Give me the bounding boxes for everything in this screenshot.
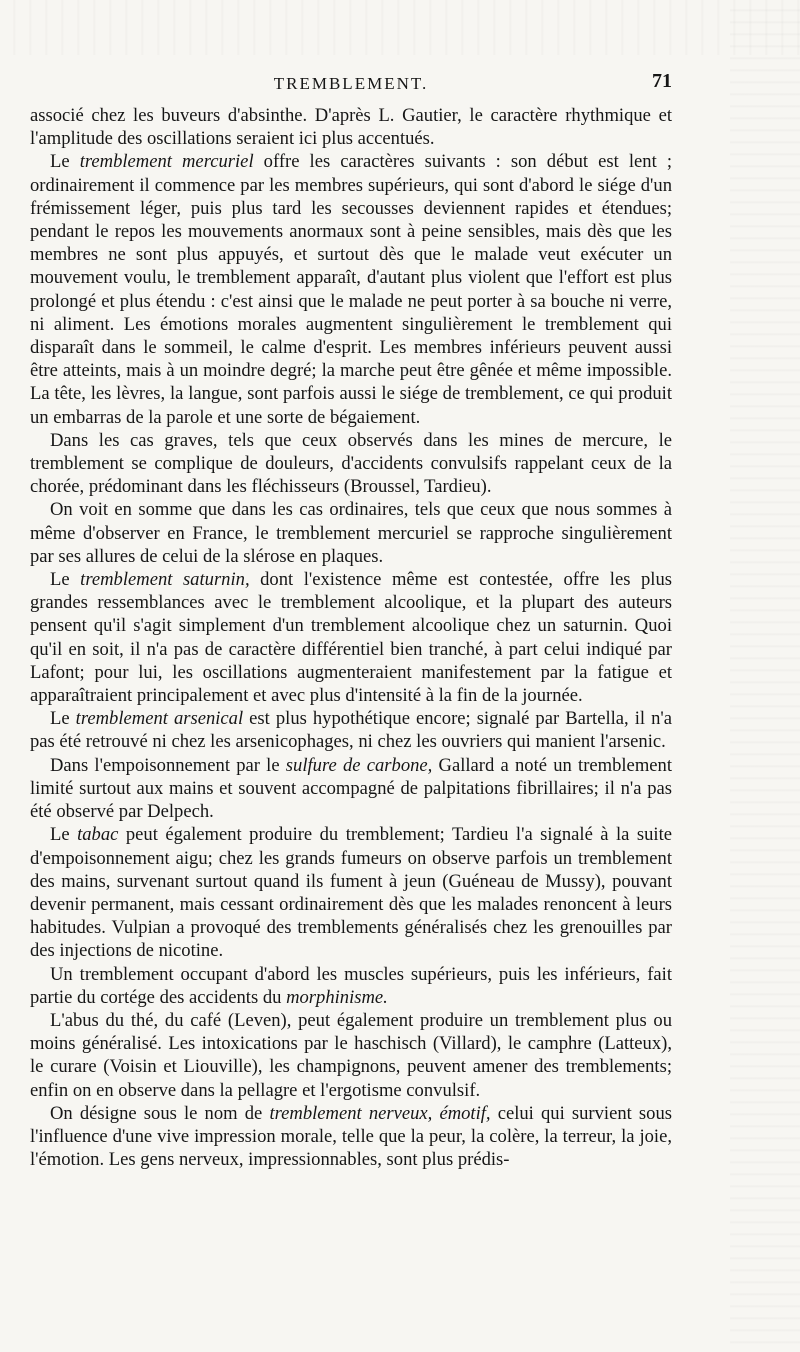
paragraph: On voit en somme que dans les cas ordinaires, tels que ceux que nous sommes à même d'observer en France, le tremblement mercuriel se rapproche singulièrement par ses allures de celui de la slérose en plaques.	[30, 499, 672, 567]
scan-top-noise	[0, 0, 800, 55]
italic-term: tabac	[77, 824, 119, 846]
page-number: 71	[652, 70, 672, 92]
italic-term: sulfure de carbone,	[285, 754, 433, 776]
paragraph: Dans les cas graves, tels que ceux observés dans les mines de mercure, le tremblement se complique de douleurs, d'accidents convulsifs rappelant ceux de la chorée, prédominant dans les fléchisseurs (Broussel, Tardieu).	[30, 429, 672, 498]
paragraph: Le tremblement mercuriel offre les caractères suivants : son début est lent ; ordinairement il commence par les membres supérieurs, qui sont d'abord le siége d'un frémissement léger, puis plus tard les secousses deviennent rapides et étendues; pendant le repos les mouvements anormaux sont à peine sensibles, mais dès que les membres ne sont plus appuyés, et surtout dès que le malade veut exécuter un mouvement voulu, le tremblement apparaît, d'autant plus violent que l'effort est plus prolongé et plus étendu : c'est ainsi que le malade ne peut porter à sa bouche ni verre, ni aliment. Les émotions morales augmentent singulièrement le tremblement qui disparaît dans le sommeil, le calme d'esprit. Les membres inférieurs peuvent aussi être atteints, mais à un moindre degré; la marche peut être gênée et même impossible. La tête, les lèvres, la langue, sont parfois aussi le siége de tremblement, ce qui produit un embarras de la parole et une sorte de bégaiement.	[30, 151, 673, 428]
paragraph: Le tremblement arsenical est plus hypothétique encore; signalé par Bartella, il n'a pas été retrouvé ni chez les arsenicophages, ni chez les ouvriers qui manient l'arsenic.	[30, 708, 672, 753]
paragraph: Le tremblement saturnin, dont l'existence même est contestée, offre les plus grandes ressemblances avec le tremblement alcoolique, et la plupart des auteurs pensent qu'il s'agit simplement d'un tremblement alcoolique chez un saturnin. Quoi qu'il en soit, il n'a pas de caractère différentiel bien tranché, à part celui indiqué par Lafont; pour lui, les oscillations augmenteraient manifestement par la fatigue et apparaîtraient principalement et avec plus d'intensité à la fin de la journée.	[30, 569, 672, 707]
italic-term: tremblement nerveux, émotif,	[269, 1102, 491, 1124]
paragraph: Le tabac peut également produire du tremblement; Tardieu l'a signalé à la suite d'empoisonnement aigu; chez les grands fumeurs on observe parfois un tremblement des mains, survenant surtout quand ils fument à jeun (Guéneau de Mussy), pouvant devenir permanent, mais cessant ordinairement dès que les malades renoncent à leurs habitudes. Vulpian a provoqué des tremblements généralisés chez les grenouilles par des injections de nicotine.	[30, 824, 672, 962]
italic-term: morphinisme.	[286, 986, 388, 1008]
body-text	[30, 104, 672, 1171]
italic-term: tremblement saturnin,	[80, 569, 250, 591]
paragraph: L'abus du thé, du café (Leven), peut également produire un tremblement plus ou moins généralisé. Les intoxications par le haschisch (Villard), le camphre (Latteux), le curare (Voisin et Liouville), les champignons, peuvent amener des tremblements; enfin on en observe dans la pellagre et l'ergotisme convulsif.	[30, 1009, 672, 1101]
paragraph: Un tremblement occupant d'abord les muscles supérieurs, puis les inférieurs, fait partie du cortége des accidents du morphinisme.	[30, 963, 672, 1008]
paragraph: associé chez les buveurs d'absinthe. D'après L. Gautier, le caractère rhythmique et l'amplitude des oscillations seraient ici plus accentués.	[30, 105, 672, 150]
paragraph: Dans l'empoisonnement par le sulfure de carbone, Gallard a noté un tremblement limité surtout aux mains et souvent accompagné de palpitations fibrillaires; il n'a pas été observé par Delpech.	[30, 754, 672, 823]
page-header	[30, 70, 672, 98]
book-page	[30, 70, 672, 1171]
italic-term: tremblement arsenical	[75, 708, 244, 730]
scan-margin-noise	[730, 0, 800, 1352]
paragraph: On désigne sous le nom de tremblement nerveux, émotif, celui qui survient sous l'influence d'une vive impression morale, telle que la peur, la colère, la terreur, la joie, l'émotion. Les gens nerveux, impressionnables, sont plus prédis-	[30, 1102, 672, 1171]
italic-term: tremblement mercuriel	[79, 151, 254, 173]
running-title: TREMBLEMENT.	[273, 74, 429, 93]
